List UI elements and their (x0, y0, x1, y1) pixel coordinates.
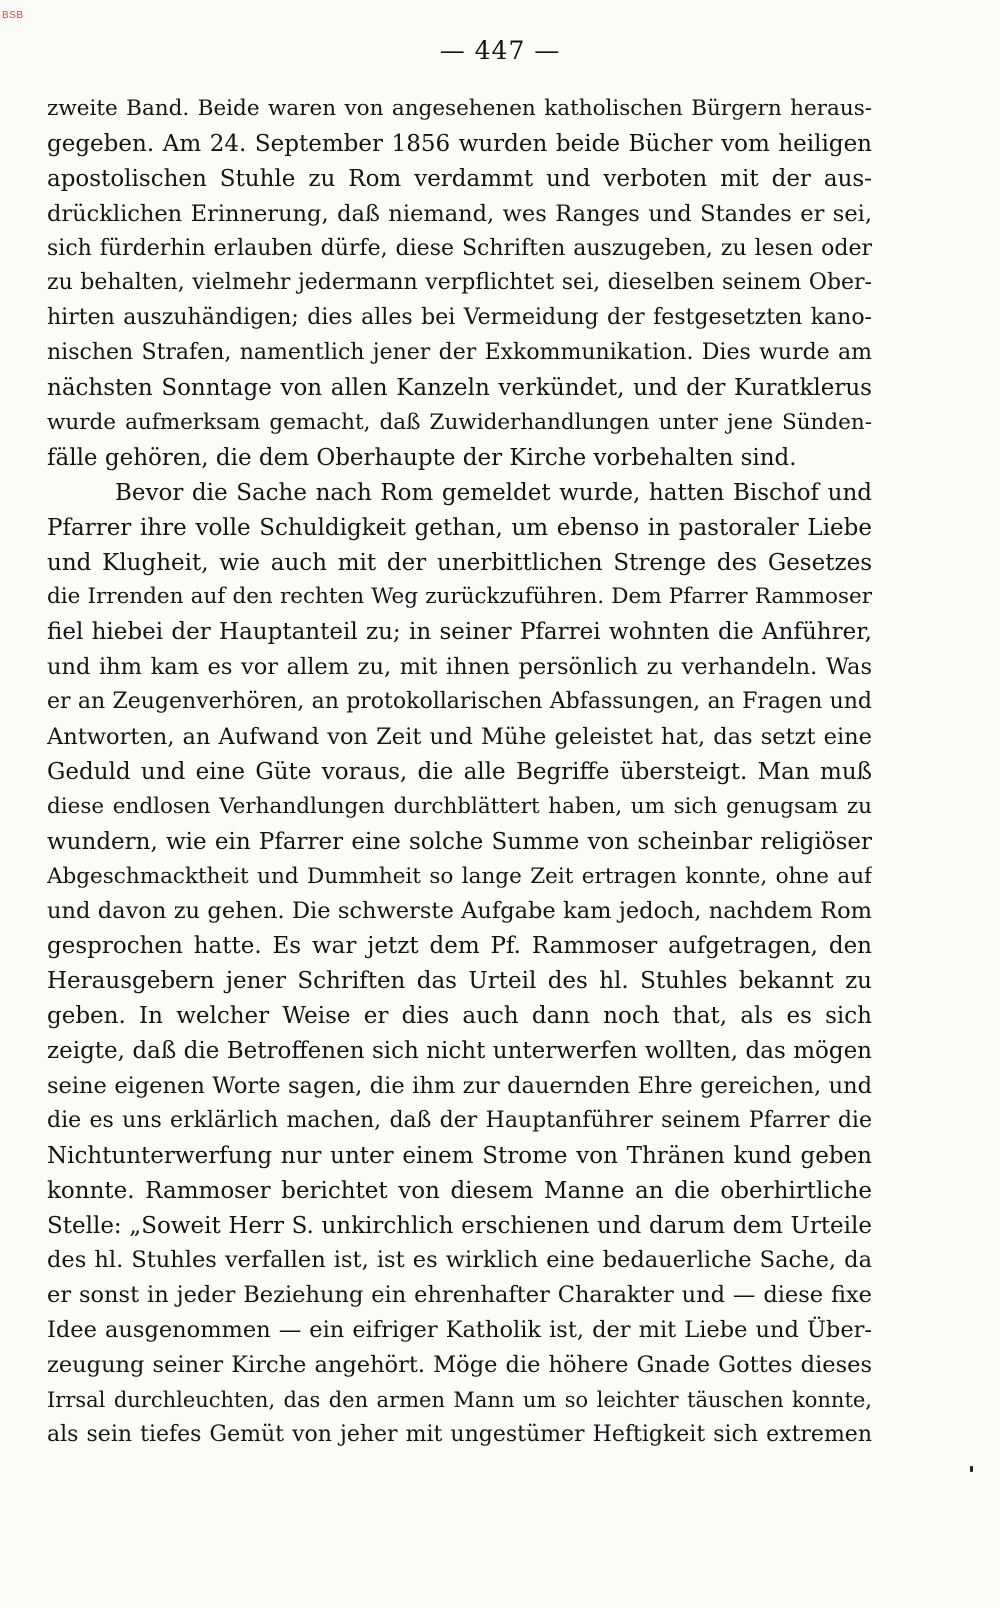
text-line: zeigte, daß die Betroffenen sich nicht unterwerfen wollten, das mögen (47, 1038, 872, 1065)
text-line: fälle gehören, die dem Oberhaupte der Kirche vorbehalten sind. (47, 444, 797, 471)
text-line: wundern, wie ein Pfarrer eine solche Summe von scheinbar religiöser (47, 828, 872, 855)
text-line: fiel hiebei der Hauptanteil zu; in seiner Pfarrei wohnten die Anführer, (47, 619, 872, 646)
text-line: wurde aufmerksam gemacht, daß Zuwiderhandlungen unter jene Sünden- (47, 410, 872, 436)
text-line: Geduld und eine Güte voraus, die alle Begriffe übersteigt. Man muß (47, 758, 872, 785)
text-line: nischen Strafen, namentlich jener der Exkommunikation. Dies wurde am (47, 340, 872, 366)
text-line: zweite Band. Beide waren von angesehenen katholischen Bürgern heraus- (47, 96, 872, 121)
library-watermark: BSB (2, 10, 24, 21)
text-line: diese endlosen Verhandlungen durchblättert haben, um sich genugsam zu (47, 793, 872, 819)
text-line: zu behalten, vielmehr jedermann verpflichtet sei, dieselben seinem Ober- (47, 270, 872, 296)
text-line: er sonst in jeder Beziehung ein ehrenhafter Charakter und — diese fixe (47, 1282, 872, 1309)
text-line: hirten auszuhändigen; dies alles bei Vermeidung der festgesetzten kano- (47, 305, 872, 331)
text-line: Pfarrer ihre volle Schuldigkeit gethan, um ebenso in pastoraler Liebe (47, 514, 872, 541)
text-line: konnte. Rammoser berichtet von diesem Manne an die oberhirtliche (47, 1177, 872, 1204)
text-line: die Irrenden auf den rechten Weg zurückzuführen. Dem Pfarrer Rammoser (47, 584, 872, 610)
text-line: sich fürderhin erlauben dürfe, diese Schriften auszugeben, zu lesen oder (47, 235, 872, 261)
text-line: Idee ausgenommen — ein eifriger Katholik ist, der mit Liebe und Über- (47, 1317, 872, 1344)
page-number: — 447 — (439, 36, 561, 65)
text-line: zeugung seiner Kirche angehört. Möge die höhere Gnade Gottes dieses (47, 1352, 872, 1379)
text-line: seine eigenen Worte sagen, die ihm zur dauernden Ehre gereichen, und (47, 1072, 872, 1099)
text-line: als sein tiefes Gemüt von jeher mit ungestümer Heftigkeit sich extremen (47, 1421, 872, 1447)
text-line: er an Zeugenverhören, an protokollarischen Abfassungen, an Fragen und (47, 689, 872, 715)
text-line: des hl. Stuhles verfallen ist, ist es wirklich eine bedauerliche Sache, da (47, 1247, 872, 1274)
text-line: gegeben. Am 24. September 1856 wurden beide Bücher vom heiligen (47, 130, 872, 157)
text-line: Irrsal durchleuchten, das den armen Mann um so leichter täuschen konnte, (47, 1387, 872, 1412)
text-line: Stelle: „Soweit Herr S. unkirchlich erschienen und darum dem Urteile (47, 1212, 872, 1239)
body-text (47, 92, 872, 1453)
scan-speck (970, 1466, 973, 1472)
text-line: apostolischen Stuhle zu Rom verdammt und verboten mit der aus- (47, 165, 872, 192)
paragraph-first-line: Bevor die Sache nach Rom gemeldet wurde, hatten Bischof und (115, 479, 872, 506)
text-line: nächsten Sonntage von allen Kanzeln verkündet, und der Kuratklerus (47, 375, 872, 402)
text-line: und Klugheit, wie auch mit der unerbittlichen Strenge des Gesetzes (47, 549, 872, 576)
text-line: Herausgebern jener Schriften das Urteil des hl. Stuhles bekannt zu (47, 968, 872, 995)
text-line: gesprochen hatte. Es war jetzt dem Pf. Rammoser aufgetragen, den (47, 933, 872, 960)
text-line: geben. In welcher Weise er dies auch dann noch that, als es sich (47, 1003, 872, 1030)
text-line: und davon zu gehen. Die schwerste Aufgabe kam jedoch, nachdem Rom (47, 898, 872, 925)
text-line: und ihm kam es vor allem zu, mit ihnen persönlich zu verhandeln. Was (47, 654, 872, 681)
text-line: Abgeschmacktheit und Dummheit so lange Zeit ertragen konnte, ohne auf (47, 863, 872, 889)
text-line: Nichtunterwerfung nur unter einem Strome von Thränen kund geben (47, 1142, 872, 1169)
text-line: Antworten, an Aufwand von Zeit und Mühe geleistet hat, das setzt eine (47, 724, 872, 751)
text-line: drücklichen Erinnerung, daß niemand, wes Ranges und Standes er sei, (47, 200, 872, 227)
text-line: die es uns erklärlich machen, daß der Hauptanführer seinem Pfarrer die (47, 1107, 872, 1133)
